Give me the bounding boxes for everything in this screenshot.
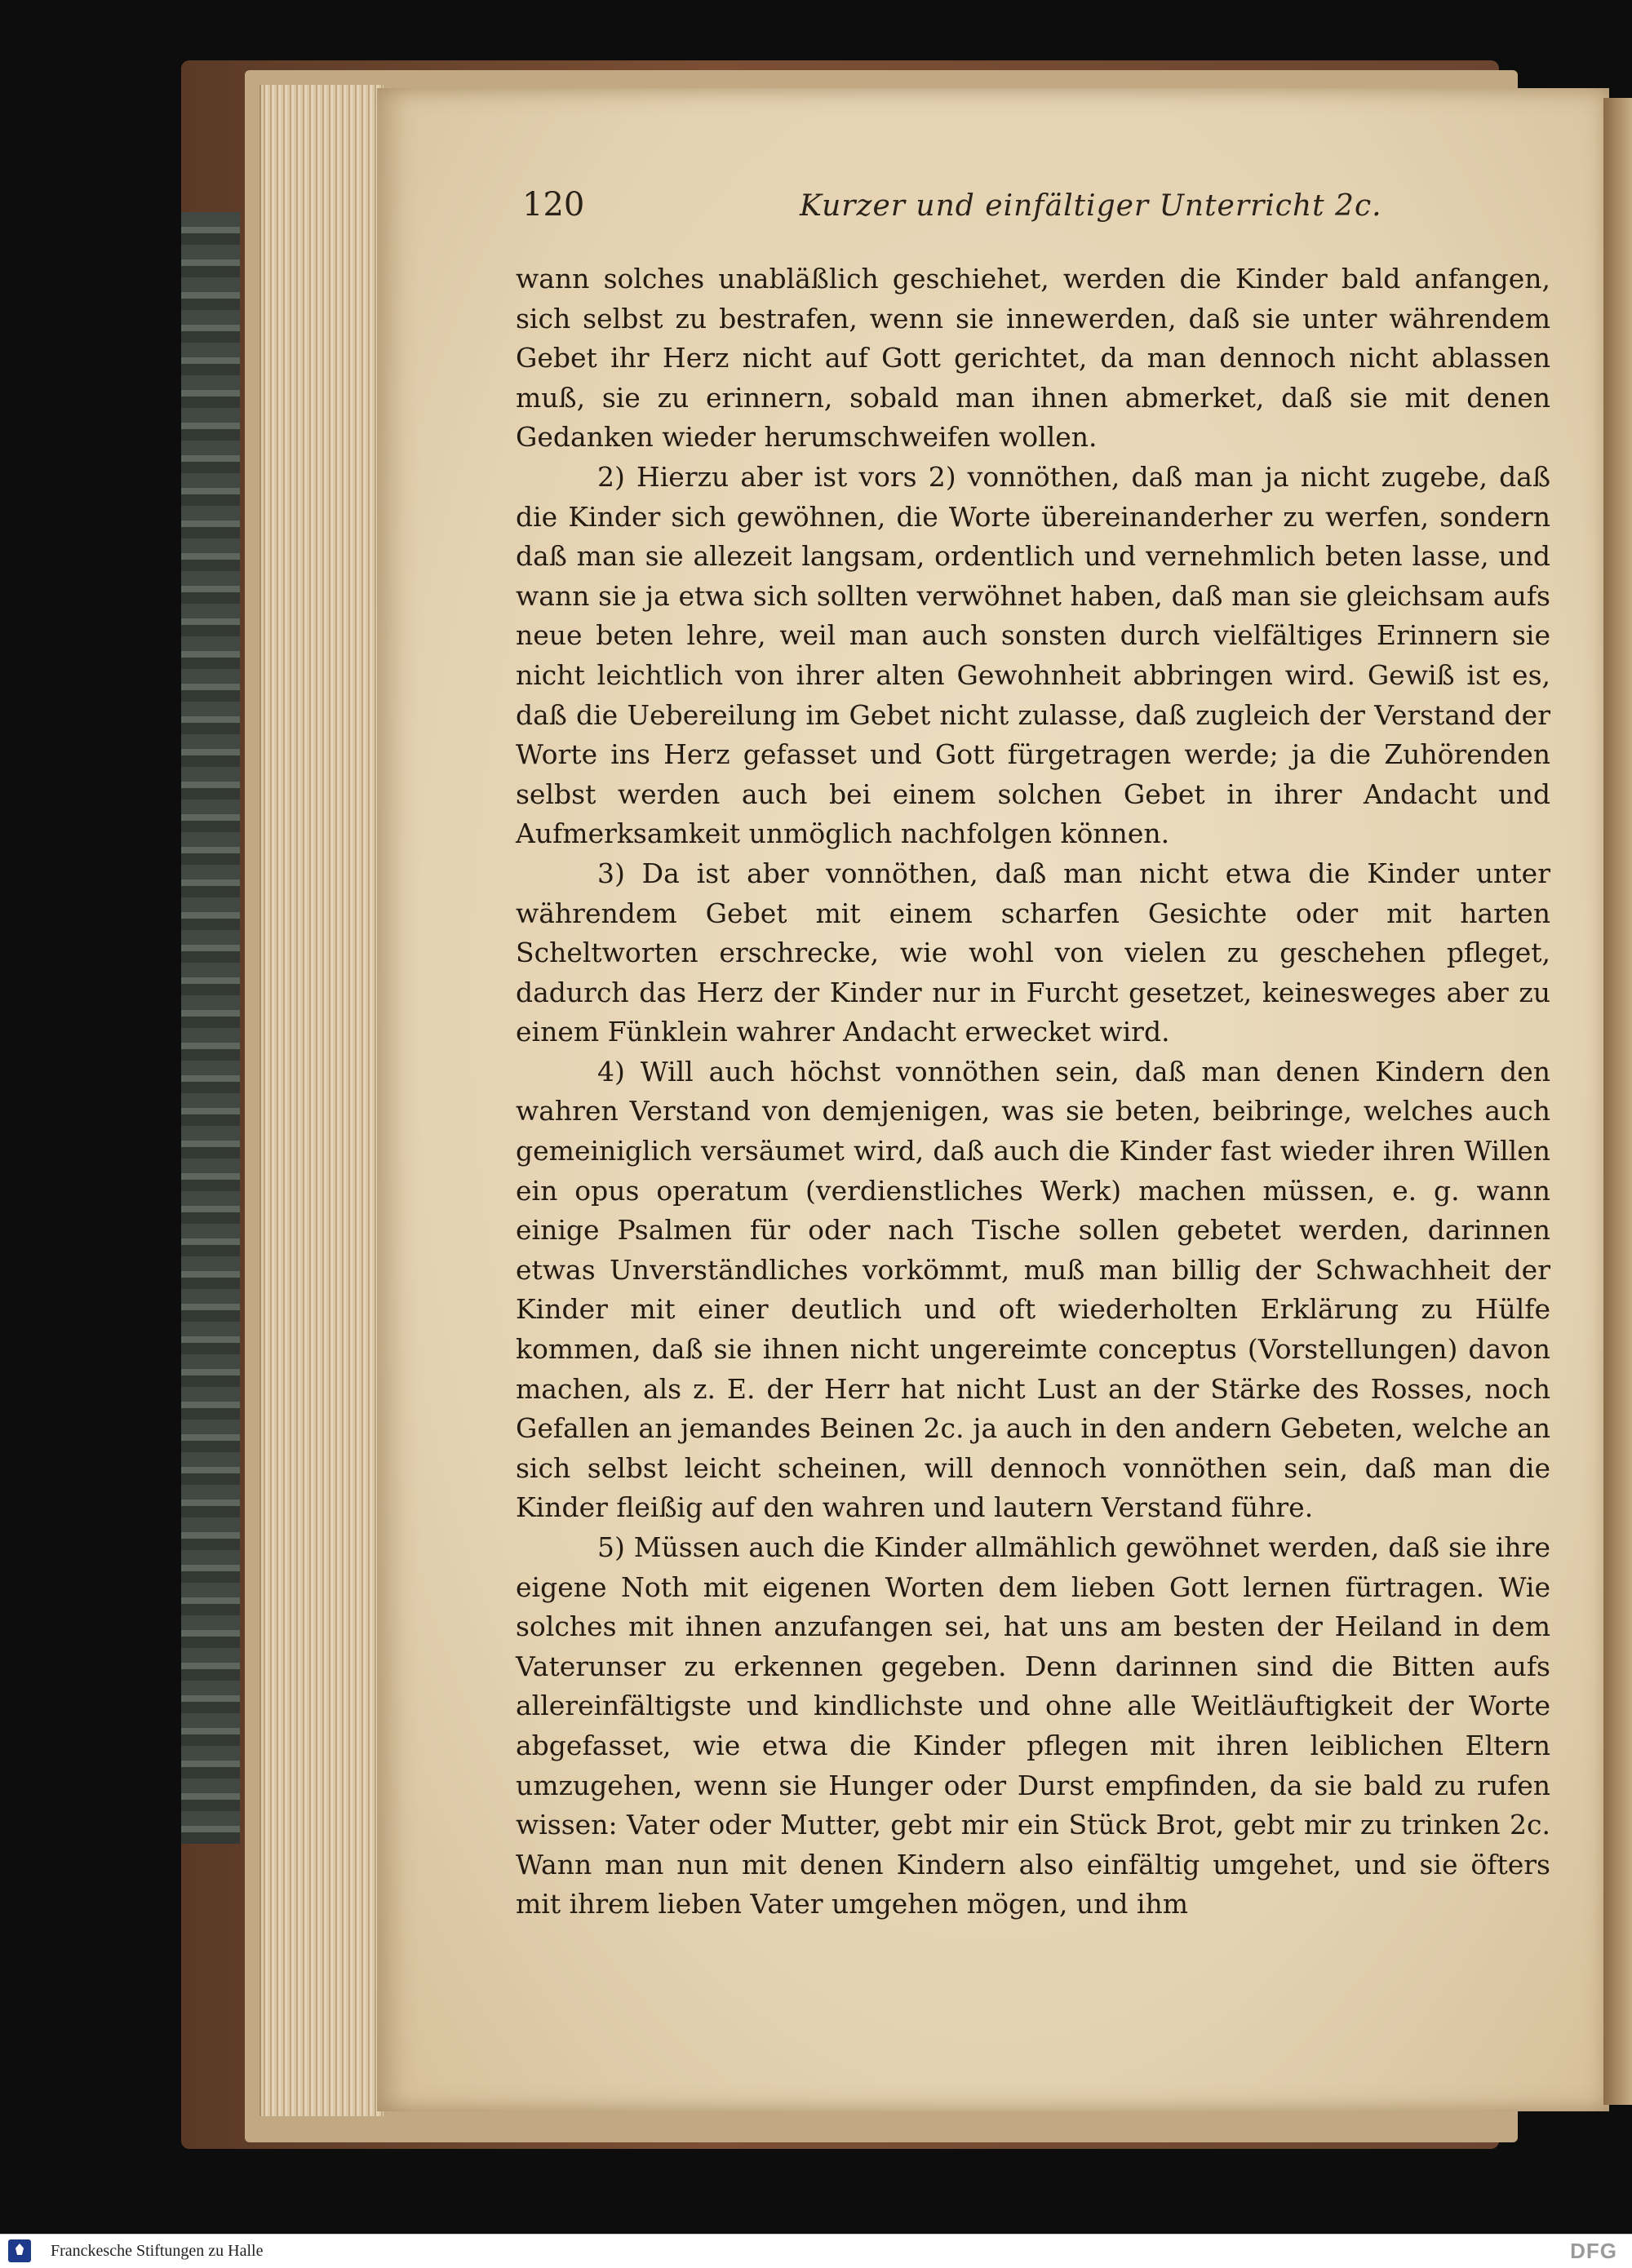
paragraph-1: wann solches unabläßlich geschiehet, werden die Kinder bald anfangen, sich selbst zu bestrafen, wenn sie innewerden, daß sie unter währendem Gebet ihr Herz nicht auf Gott gerichtet, da man dennoch nicht ablassen muß, sie zu erinnern, sobald man ihnen abmerket, daß sie mit denen Gedanken wieder herumschweifen wollen. [516,263,1550,454]
paragraph-2: 2) Hierzu aber ist vors 2) vonnöthen, daß man ja nicht zugebe, daß die Kinder sich gewöhnen, die Worte übereinanderher zu werfen, sondern daß man sie allezeit langsam, ordentlich und vernehmlich beten lasse, und wann sie ja etwa sich sollten verwöhnet haben, daß man sie gleichsam aufs neue beten lehre, weil man auch sonsten durch vielfältiges Erinnern sie nicht leichtlich von ihrer alten Gewohnheit abbringen wird. Gewiß ist es, daß die Uebereilung im Gebet nicht zulasse, daß zugleich der Verstand der Worte ins Herz gefasset und Gott fürgetragen werde; ja die Zuhörenden selbst werden auch bei einem solchen Gebet in ihrer Andacht und Aufmerksamkeit unmöglich nachfolgen können. [516,460,1550,850]
marbled-spine [181,212,240,1844]
institution-link[interactable]: Franckesche Stiftungen zu Halle [51,2242,264,2260]
paragraph-5: 5) Müssen auch die Kinder allmählich gewöhnet werden, daß sie ihre eigene Noth mit eigenen Worten dem lieben Gott lernen fürtragen. Wie solches mit ihnen anzufangen sei, hat uns am besten der Heiland in dem Vaterunser zu erkennen gegeben. Denn darinnen sind die Bitten aufs allereinfältigste und kindlichste und ohne alle Weitläuftigkeit der Worte abgefasset, wie etwa die Kinder pflegen mit ihren leiblichen Eltern umzugehen, wenn sie Hunger oder Durst empfinden, da sie bald zu rufen wissen: Vater oder Mutter, gebt mir ein Stück Brot, gebt mir zu trinken 2c. Wann man nun mit denen Kindern also einfältig umgehet, und sie öfters mit ihrem lieben Vater umgehen mögen, und ihm [516,1531,1550,1920]
dfg-badge[interactable]: DFG [1570,2239,1617,2263]
paragraph-3: 3) Da ist aber vonnöthen, daß man nicht etwa die Kinder unter währendem Gebet mit einem scharfen Gesichte oder mit harten Scheltworten erschrecke, wie wohl von vielen zu geschehen pfleget, dadurch das Herz der Kinder nur in Furcht gesetzet, keinesweges aber zu einem Fünklein wahrer Andacht erwecket wird. [516,857,1550,1048]
facing-page-edge [1603,98,1632,2105]
viewer-footer [0,2234,1632,2268]
page-edges [259,85,384,2116]
francke-foundation-logo-icon[interactable] [8,2239,31,2262]
page-body-text [516,259,1550,1925]
paragraph-4: 4) Will auch höchst vonnöthen sein, daß man denen Kindern den wahren Verstand von demjenigen, was sie beten, beibringe, welches auch gemeiniglich versäumet wird, daß auch die Kinder fast wieder ihren Willen ein opus operatum (verdienstliches Werk) machen müssen, e. g. wann einige Psalmen für oder nach Tische sollen gebetet werden, darinnen etwas Unverständliches vorkömmt, muß man billig der Schwachheit der Kinder mit einer deutlich und oft wiederholten Erklärung zu Hülfe kommen, daß sie ihnen nicht ungereimte conceptus (Vorstellungen) davon machen, als z. E. der Herr hat nicht Lust an der Stärke des Rosses, noch Gefallen an jemandes Beinen 2c. ja auch in den andern Gebeten, welche an sich selbst leicht scheinen, will dennoch vonnöthen sein, daß man die Kinder fleißig auf den wahren und lautern Verstand führe. [516,1055,1550,1524]
page-number: 120 [522,186,585,224]
running-head: Kurzer und einfältiger Unterricht 2c. [800,189,1382,223]
